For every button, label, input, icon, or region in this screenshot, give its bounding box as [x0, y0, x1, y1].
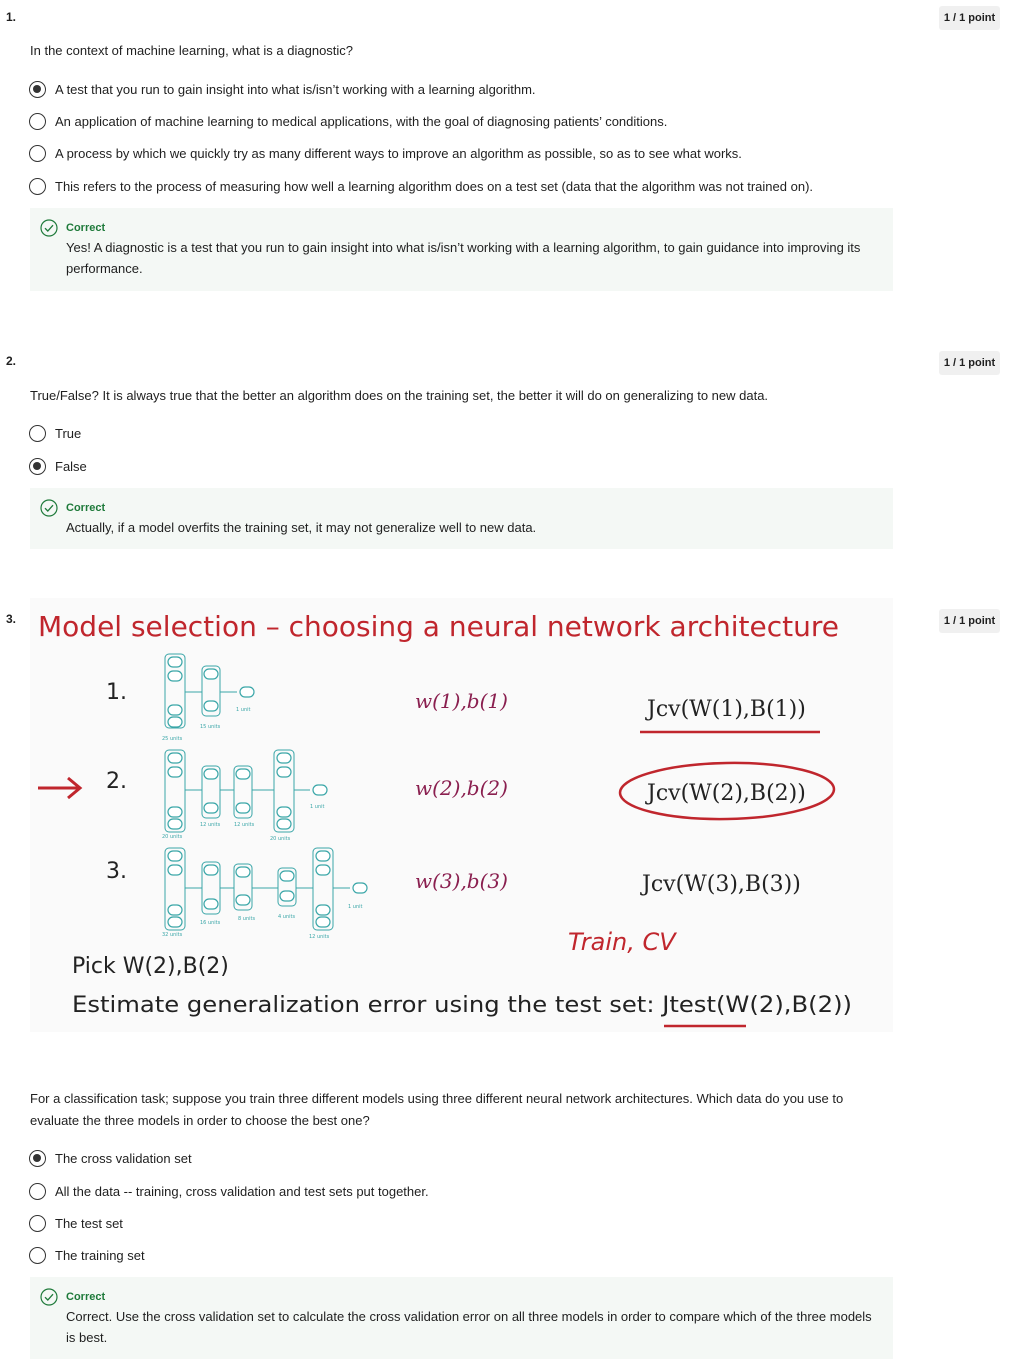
units-label: 1 unit — [348, 904, 363, 910]
row-2-cost: Jcv(W(2),B(2)) — [647, 781, 806, 806]
units-label: 1 unit — [236, 707, 251, 713]
q3-option-2-label: All the data -- training, cross validation and test sets put together. — [55, 1183, 429, 1199]
question-1-prompt: In the context of machine learning, what is a diagnostic? — [30, 43, 354, 58]
units-label: 20 units — [270, 836, 291, 842]
q1-option-2[interactable] — [29, 111, 667, 131]
pick-text: Pick W(2),B(2) — [72, 954, 229, 979]
q1-option-1[interactable] — [29, 79, 536, 99]
q1-option-1-label: A test that you run to gain insight into what is/isn’t working with a learning algorithm. — [55, 81, 536, 97]
q2-option-1[interactable] — [29, 423, 81, 443]
question-2-number: 2. — [6, 354, 17, 368]
question-2-prompt: True/False? It is always true that the better an algorithm does on the training set, the better it will do on generalizing to new data. — [30, 388, 769, 403]
row-3-label: 3. — [106, 859, 127, 884]
row-3-cost: Jcv(W(3),B(3)) — [642, 872, 801, 897]
feedback-title: Correct — [66, 1291, 106, 1303]
radio-icon[interactable] — [29, 1183, 46, 1200]
units-label: 25 units — [162, 736, 183, 742]
question-3-points: 1 / 1 point — [939, 609, 1000, 633]
units-label: 16 units — [200, 920, 221, 926]
figure-title: Model selection – choosing a neural network architecture — [38, 610, 839, 643]
feedback-text: Correct. Use the cross validation set to calculate the cross validation error on all three models in order to compare which of the three models is best. — [66, 1309, 872, 1345]
feedback-text: Yes! A diagnostic is a test that you run to gain insight into what is/isn’t working with a learning algorithm, to gain guidance into improving its performance. — [66, 240, 861, 276]
radio-icon[interactable] — [29, 1247, 46, 1264]
q3-option-1[interactable] — [29, 1148, 192, 1168]
units-label: 32 units — [162, 932, 183, 938]
check-circle-icon — [40, 499, 58, 517]
radio-icon[interactable] — [29, 145, 46, 162]
feedback-text: Actually, if a model overfits the training set, it may not generalize well to new data. — [66, 520, 537, 535]
q3-option-4-label: The training set — [55, 1247, 145, 1263]
q3-option-2[interactable] — [29, 1181, 429, 1201]
radio-selected-icon[interactable] — [29, 458, 46, 475]
units-label: 15 units — [200, 724, 221, 730]
model-selection-figure — [30, 598, 893, 1032]
question-3-prompt: For a classification task; suppose you train three different models using three different neural network architectures. Which data do you use to evaluate the three models in order to choose the best one? — [30, 1091, 844, 1128]
question-2-points: 1 / 1 point — [939, 351, 1000, 375]
units-label: 4 units — [278, 914, 296, 920]
units-label: 8 units — [238, 916, 256, 922]
q2-option-2[interactable] — [29, 456, 87, 476]
q2-option-1-label: True — [55, 425, 82, 441]
row-2-label: 2. — [106, 769, 127, 794]
row-1-label: 1. — [106, 680, 127, 705]
row-1-params: w(1),b(1) — [415, 689, 508, 713]
q3-feedback — [30, 1277, 893, 1359]
radio-icon[interactable] — [29, 1215, 46, 1232]
units-label: 12 units — [200, 822, 221, 828]
check-circle-icon — [40, 219, 58, 237]
q1-feedback — [30, 208, 893, 291]
question-1-number: 1. — [6, 10, 17, 24]
radio-selected-icon[interactable] — [29, 1150, 46, 1167]
q3-option-3-label: The test set — [55, 1215, 123, 1231]
radio-icon[interactable] — [29, 178, 46, 195]
row-2-params: w(2),b(2) — [415, 776, 508, 800]
check-circle-icon — [40, 1288, 58, 1306]
feedback-title: Correct — [66, 502, 106, 514]
row-1-cost: Jcv(W(1),B(1)) — [647, 697, 806, 722]
q2-feedback — [30, 488, 893, 549]
q1-option-3-label: A process by which we quickly try as many different ways to improve an algorithm as possible, so as to see what works. — [55, 145, 742, 161]
q1-option-4[interactable] — [29, 176, 813, 196]
q3-option-1-label: The cross validation set — [55, 1150, 192, 1166]
q1-option-3[interactable] — [29, 143, 742, 163]
q1-option-2-label: An application of machine learning to medical applications, with the goal of diagnosing patients’ conditions. — [55, 113, 668, 129]
units-label: 1 unit — [310, 804, 325, 810]
radio-selected-icon[interactable] — [29, 81, 46, 98]
train-cv-annotation: Train, CV — [568, 928, 676, 956]
radio-icon[interactable] — [29, 113, 46, 130]
units-label: 12 units — [234, 822, 255, 828]
feedback-title: Correct — [66, 222, 106, 234]
units-label: 12 units — [309, 934, 330, 940]
row-3-params: w(3),b(3) — [415, 869, 508, 893]
question-1-points: 1 / 1 point — [939, 6, 1000, 30]
q1-option-4-label: This refers to the process of measuring how well a learning algorithm does on a test set (data that the algorithm was not trained on). — [55, 178, 814, 194]
radio-icon[interactable] — [29, 425, 46, 442]
q3-option-3[interactable] — [29, 1213, 123, 1233]
q2-option-2-label: False — [55, 458, 87, 474]
question-3-number: 3. — [6, 612, 17, 626]
units-label: 20 units — [162, 834, 183, 840]
q3-option-4[interactable] — [29, 1245, 145, 1265]
estimate-text: Estimate generalization error using the test set: Jtest(W(2),B(2)) — [72, 993, 852, 1018]
